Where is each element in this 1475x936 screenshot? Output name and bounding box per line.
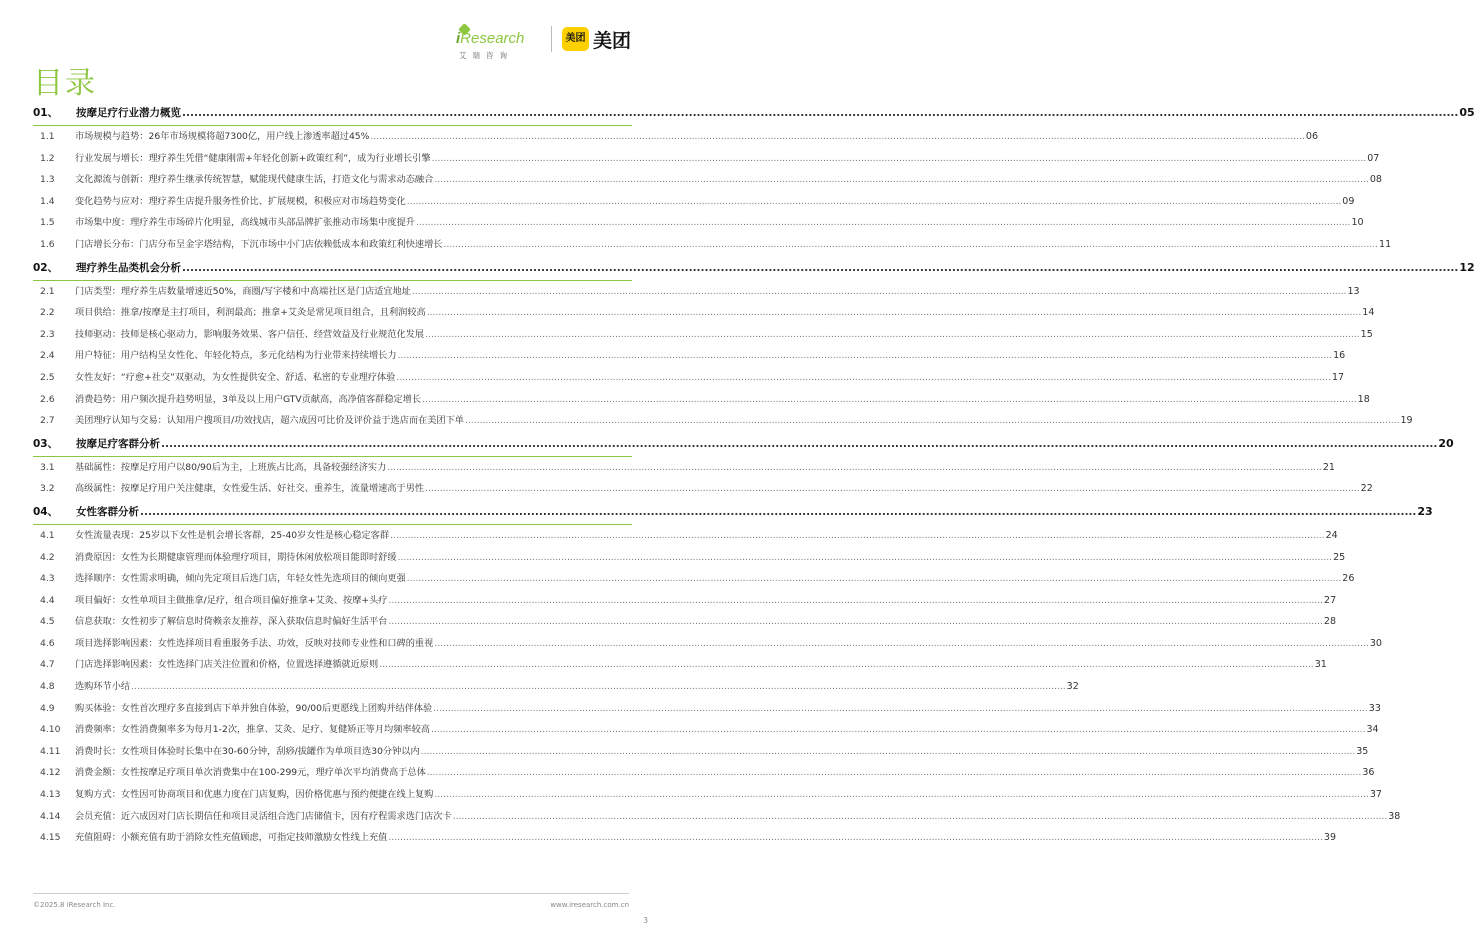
toc-item-title: 消费时长：女性项目体验时长集中在30-60分钟，刮痧/拔罐作为单项目选30分钟以内 bbox=[75, 745, 420, 757]
toc-leader-dots bbox=[387, 462, 1322, 473]
toc-item-number: 2.1 bbox=[40, 285, 55, 297]
toc-item-row[interactable] bbox=[33, 678, 1079, 700]
toc-item-row[interactable] bbox=[33, 391, 1370, 413]
toc-item-page: 32 bbox=[1066, 681, 1079, 693]
toc-leader-dots bbox=[379, 659, 1314, 670]
meituan-logo-badge: 美团 bbox=[562, 27, 589, 51]
toc-item-title: 技师驱动：技师是核心驱动力，影响服务效果、客户信任、经营效益及行业规范化发展 bbox=[75, 328, 425, 340]
toc-item-row[interactable] bbox=[33, 150, 1380, 172]
toc-item-row[interactable] bbox=[33, 613, 1337, 635]
toc-section-number: 03、 bbox=[33, 437, 59, 450]
toc-item-number: 4.4 bbox=[40, 594, 55, 606]
toc-leader-dots bbox=[388, 832, 1323, 843]
toc-item-title: 高级属性：按摩足疗用户关注健康，女性爱生活、好社交、重养生，流量增速高于男性 bbox=[75, 483, 425, 495]
toc-leader-dots bbox=[398, 552, 1333, 563]
toc-leader-dots bbox=[416, 217, 1351, 228]
toc-item-page: 19 bbox=[1400, 415, 1413, 427]
toc-item-row[interactable] bbox=[33, 326, 1373, 348]
toc-item-title: 女性友好：“疗愈+社交”双驱动，为女性提供安全、舒适、私密的专业理疗体验 bbox=[75, 371, 396, 383]
toc-item-row[interactable] bbox=[33, 829, 1337, 851]
toc-item-page: 16 bbox=[1333, 350, 1346, 362]
table-of-contents bbox=[33, 103, 1475, 851]
toc-item-page: 28 bbox=[1323, 616, 1337, 628]
toc-leader-dots bbox=[389, 595, 1324, 606]
footer-copyright: ©2025.8 iResearch Inc. bbox=[33, 901, 116, 909]
toc-leader-dots bbox=[407, 573, 1342, 584]
toc-section-title: 按摩足疗行业潜力概览 bbox=[76, 107, 181, 119]
toc-item-page: 09 bbox=[1342, 195, 1355, 207]
toc-item-number: 4.10 bbox=[40, 724, 61, 736]
toc-item-page: 07 bbox=[1367, 152, 1380, 164]
toc-item-row[interactable] bbox=[33, 347, 1346, 369]
toc-item-title: 项目选择影响因素：女性选择项目看重服务手法、功效，反映对技师专业性和口碑的重视 bbox=[75, 637, 434, 649]
toc-item-number: 4.15 bbox=[40, 832, 61, 844]
toc-leader-dots bbox=[407, 196, 1342, 207]
toc-item-number: 4.3 bbox=[40, 573, 55, 585]
toc-item-number: 4.11 bbox=[40, 745, 61, 757]
toc-section-page: 12 bbox=[1459, 260, 1475, 274]
toc-item-title: 项目供给：推拿/按摩是主打项目，利润最高；推拿+艾灸是常见项目组合，且利润较高 bbox=[75, 307, 426, 319]
toc-item-number: 1.4 bbox=[40, 195, 55, 207]
toc-section-divider bbox=[33, 524, 632, 525]
toc-item-page: 21 bbox=[1322, 461, 1335, 473]
toc-item-page: 37 bbox=[1369, 789, 1382, 801]
toc-item-title: 选择顺序：女性需求明确，倾向先定项目后选门店，年轻女性先选项目的倾向更强 bbox=[75, 573, 406, 585]
toc-item-page: 39 bbox=[1323, 832, 1337, 844]
toc-item-title: 购买体验：女性首次理疗多直接到店下单并独自体验，90/00后更愿线上团购并结伴体验 bbox=[75, 702, 433, 714]
toc-item-page: 11 bbox=[1379, 238, 1392, 250]
toc-item-number: 1.5 bbox=[40, 217, 55, 229]
toc-section-number: 02、 bbox=[33, 261, 59, 274]
toc-item-row[interactable] bbox=[33, 369, 1345, 391]
toc-leader-dots bbox=[398, 350, 1333, 361]
toc-section-page: 23 bbox=[1417, 504, 1433, 518]
toc-leader-dots bbox=[425, 483, 1360, 494]
toc-item-title: 市场规模与趋势：26年市场规模将超7300亿，用户线上渗透率超过45% bbox=[75, 131, 370, 142]
toc-item-title: 美团理疗认知与交易：认知用户搜项目/功效找店，超六成因可比价及评价益于选店而在美团下单 bbox=[75, 415, 464, 427]
toc-section-row[interactable] bbox=[33, 105, 1475, 124]
toc-item-title: 门店类型：理疗养生店数量增速近50%，商圈/写字楼和中高端社区是门店适宜地址 bbox=[75, 285, 411, 297]
toc-item-page: 33 bbox=[1368, 702, 1381, 714]
toc-section-page: 05 bbox=[1459, 106, 1475, 119]
toc-item-title: 项目偏好：女性单项目主做推拿/足疗，组合项目偏好推拿+艾灸、按摩+头疗 bbox=[75, 594, 388, 606]
toc-item-row[interactable] bbox=[33, 700, 1381, 722]
toc-item-title: 行业发展与增长：理疗养生凭借“健康刚需+年轻化创新+政策红利”，成为行业增长引擎 bbox=[75, 152, 431, 164]
toc-item-row[interactable] bbox=[33, 283, 1360, 305]
toc-leader-dots bbox=[388, 616, 1323, 627]
toc-item-row[interactable] bbox=[33, 570, 1355, 592]
toc-item-number: 2.3 bbox=[40, 328, 55, 340]
toc-item-page: 10 bbox=[1351, 217, 1364, 229]
toc-leader-dots bbox=[422, 394, 1357, 405]
toc-leader-dots bbox=[396, 372, 1331, 383]
toc-item-title: 基础属性：按摩足疗用户以80/90后为主，上班族占比高，具备较强经济实力 bbox=[75, 461, 387, 473]
toc-item-page: 08 bbox=[1369, 174, 1382, 186]
toc-leader-dots bbox=[182, 262, 1458, 274]
toc-item-title: 消费金额：女性按摩足疗项目单次消费集中在100-299元，理疗单次平均消费高于总体 bbox=[75, 767, 426, 779]
toc-item-row[interactable] bbox=[33, 128, 1319, 150]
toc-leader-dots bbox=[427, 767, 1362, 778]
iresearch-logo-text: Research bbox=[460, 30, 525, 47]
toc-leader-dots bbox=[131, 681, 1066, 692]
toc-item-title: 用户特征：用户结构呈女性化、年轻化特点，多元化结构为行业带来持续增长力 bbox=[75, 350, 397, 362]
toc-item-title: 充值阻碍：小额充值有助于消除女性充值顾虑，可指定技师激励女性线上充值 bbox=[75, 832, 388, 844]
toc-item-number: 2.5 bbox=[40, 371, 55, 383]
toc-section-title: 女性客群分析 bbox=[76, 505, 139, 518]
toc-leader-dots bbox=[412, 286, 1347, 297]
toc-item-number: 2.7 bbox=[40, 415, 55, 427]
toc-item-title: 门店选择影响因素：女性选择门店关注位置和价格，位置选择遵循就近原则 bbox=[75, 659, 379, 671]
toc-item-number: 3.1 bbox=[40, 461, 55, 473]
toc-section-row[interactable] bbox=[33, 260, 1475, 279]
toc-item-row[interactable] bbox=[33, 656, 1327, 678]
toc-section-page: 20 bbox=[1438, 436, 1454, 450]
toc-item-number: 4.6 bbox=[40, 637, 55, 649]
toc-item-number: 4.1 bbox=[40, 529, 55, 541]
toc-item-page: 14 bbox=[1362, 307, 1375, 319]
toc-section-number: 01、 bbox=[33, 107, 59, 119]
toc-item-page: 17 bbox=[1331, 371, 1345, 383]
meituan-logo-text: 美团 bbox=[593, 30, 632, 52]
toc-item-title: 会员充值：近六成因对门店长期信任和项目灵活组合选门店储值卡，因有疗程需求选门店次卡 bbox=[75, 810, 452, 822]
toc-item-number: 2.4 bbox=[40, 350, 55, 362]
toc-section-title: 理疗养生品类机会分析 bbox=[76, 261, 181, 274]
toc-leader-dots bbox=[425, 329, 1360, 340]
toc-item-number: 4.8 bbox=[40, 681, 55, 693]
toc-item-row[interactable] bbox=[33, 412, 1413, 434]
toc-item-number: 1.6 bbox=[40, 238, 55, 250]
toc-section-divider bbox=[33, 456, 632, 457]
toc-item-page: 13 bbox=[1347, 285, 1360, 297]
toc-item-row[interactable] bbox=[33, 721, 1379, 743]
toc-leader-dots bbox=[390, 530, 1325, 541]
toc-item-number: 4.9 bbox=[40, 702, 55, 714]
toc-item-number: 4.12 bbox=[40, 767, 61, 779]
toc-item-title: 文化源流与创新：理疗养生继承传统智慧，赋能现代健康生活，打造文化与需求动态融合 bbox=[75, 174, 434, 186]
toc-item-number: 2.2 bbox=[40, 307, 55, 319]
toc-section-number: 04、 bbox=[33, 505, 59, 518]
toc-item-page: 36 bbox=[1362, 767, 1375, 779]
toc-item-title: 女性流量表现：25岁以下女性是机会增长客群，25-40岁女性是核心稳定客群 bbox=[75, 529, 390, 541]
toc-item-page: 38 bbox=[1388, 810, 1401, 822]
toc-leader-dots bbox=[465, 415, 1400, 426]
footer-website[interactable]: www.iresearch.com.cn bbox=[550, 901, 629, 909]
toc-item-page: 15 bbox=[1360, 328, 1373, 340]
toc-item-page: 31 bbox=[1314, 659, 1327, 671]
toc-item-row[interactable] bbox=[33, 743, 1369, 765]
toc-leader-dots bbox=[453, 811, 1388, 822]
toc-item-number: 3.2 bbox=[40, 483, 55, 495]
toc-item-page: 25 bbox=[1333, 551, 1346, 563]
toc-item-number: 4.13 bbox=[40, 789, 61, 801]
toc-leader-dots bbox=[431, 724, 1366, 735]
toc-leader-dots bbox=[434, 789, 1369, 800]
toc-item-number: 1.2 bbox=[40, 152, 55, 164]
toc-leader-dots bbox=[161, 438, 1437, 450]
toc-item-title: 选购环节小结 bbox=[75, 681, 131, 693]
toc-item-row[interactable] bbox=[33, 635, 1382, 657]
toc-section-row[interactable] bbox=[33, 436, 1454, 455]
toc-item-row[interactable] bbox=[33, 304, 1375, 326]
toc-item-page: 27 bbox=[1324, 594, 1337, 606]
toc-item-row[interactable] bbox=[33, 527, 1338, 549]
toc-section-row[interactable] bbox=[33, 504, 1433, 523]
toc-leader-dots bbox=[421, 746, 1356, 757]
toc-item-row[interactable] bbox=[33, 193, 1355, 215]
logo-divider bbox=[551, 26, 552, 52]
toc-leader-dots bbox=[182, 107, 1458, 119]
iresearch-logo-i: i bbox=[456, 30, 461, 47]
toc-item-row[interactable] bbox=[33, 549, 1346, 571]
toc-item-number: 2.6 bbox=[40, 393, 55, 405]
toc-item-row[interactable] bbox=[33, 592, 1337, 614]
toc-item-page: 30 bbox=[1369, 637, 1382, 649]
toc-item-row[interactable] bbox=[33, 459, 1335, 481]
toc-item-number: 4.5 bbox=[40, 616, 55, 628]
toc-item-row[interactable] bbox=[33, 214, 1364, 236]
toc-item-row[interactable] bbox=[33, 786, 1382, 808]
toc-item-page: 24 bbox=[1325, 529, 1338, 541]
toc-section-title: 按摩足疗客群分析 bbox=[76, 437, 160, 450]
toc-item-title: 复购方式：女性因可协商项目和优惠力度在门店复购，因价格优惠与预约便捷在线上复购 bbox=[75, 789, 434, 801]
toc-item-page: 22 bbox=[1360, 483, 1373, 495]
toc-item-number: 4.7 bbox=[40, 659, 55, 671]
iresearch-logo-subtext: 艾瑞咨询 bbox=[459, 51, 513, 60]
toc-item-page: 34 bbox=[1366, 724, 1379, 736]
page-title: 目录 bbox=[33, 66, 97, 101]
footer-divider bbox=[33, 893, 629, 894]
toc-section-divider bbox=[33, 280, 632, 281]
toc-leader-dots bbox=[434, 174, 1369, 185]
toc-leader-dots bbox=[444, 239, 1379, 250]
toc-item-page: 18 bbox=[1357, 393, 1370, 405]
toc-item-row[interactable] bbox=[33, 808, 1401, 830]
toc-item-row[interactable] bbox=[33, 171, 1382, 193]
toc-leader-dots bbox=[433, 703, 1368, 714]
toc-item-page: 26 bbox=[1342, 573, 1355, 585]
toc-item-row[interactable] bbox=[33, 480, 1373, 502]
toc-leader-dots bbox=[427, 307, 1362, 318]
toc-item-title: 变化趋势与应对：理疗养生店提升服务性价比、扩展规模，积极应对市场趋势变化 bbox=[75, 195, 406, 207]
toc-leader-dots bbox=[140, 506, 1416, 518]
toc-item-number: 4.14 bbox=[40, 810, 61, 822]
toc-leader-dots bbox=[370, 131, 1305, 142]
toc-item-page: 35 bbox=[1356, 745, 1369, 757]
toc-item-row[interactable] bbox=[33, 764, 1375, 786]
toc-item-row[interactable] bbox=[33, 236, 1392, 258]
iresearch-logo bbox=[456, 22, 542, 60]
toc-item-page: 06 bbox=[1305, 131, 1319, 142]
toc-section-divider bbox=[33, 125, 632, 126]
toc-item-title: 市场集中度：理疗养生市场碎片化明显，高线城市头部品牌扩张推动市场集中度提升 bbox=[75, 217, 415, 229]
toc-leader-dots bbox=[434, 638, 1369, 649]
toc-item-title: 消费趋势：用户频次提升趋势明显，3单及以上用户GTV贡献高，高净值客群稳定增长 bbox=[75, 393, 422, 405]
toc-item-title: 门店增长分布：门店分布呈金字塔结构，下沉市场中小门店依赖低成本和政策红利快速增长 bbox=[75, 238, 443, 250]
toc-item-number: 1.3 bbox=[40, 174, 55, 186]
page-number: 3 bbox=[643, 916, 648, 925]
toc-item-title: 消费频率：女性消费频率多为每月1-2次，推拿、艾灸、足疗、复健矫正等月均频率较高 bbox=[75, 724, 430, 736]
toc-item-number: 1.1 bbox=[40, 131, 55, 142]
toc-leader-dots bbox=[432, 153, 1367, 164]
toc-item-number: 4.2 bbox=[40, 551, 55, 563]
toc-item-title: 信息获取：女性初步了解信息时倚赖亲友推荐，深入获取信息时偏好生活平台 bbox=[75, 616, 388, 628]
toc-item-title: 消费原因：女性为长期健康管理而体验理疗项目，期待休闲放松项目能即时舒缓 bbox=[75, 551, 397, 563]
